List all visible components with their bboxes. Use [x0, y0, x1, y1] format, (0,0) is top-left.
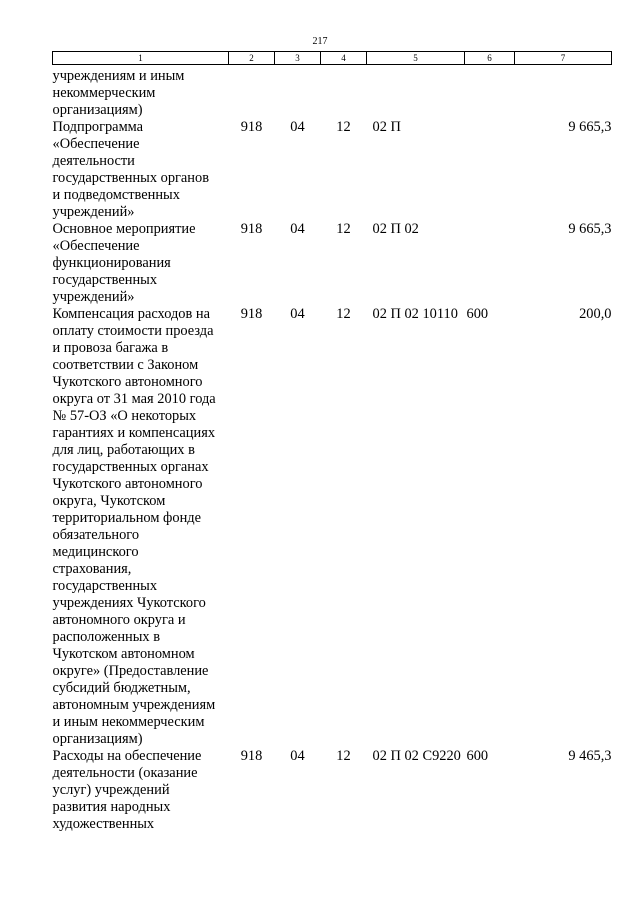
row-section-code: 04 — [290, 306, 305, 322]
row-expense-type: 600 — [466, 748, 489, 764]
row-expense-type — [465, 65, 515, 120]
column-header-3: 3 — [275, 52, 321, 65]
row-target-article — [367, 65, 465, 120]
row-ministry-code: 918 — [240, 221, 263, 237]
row-amount: 9 465,3 — [568, 748, 612, 764]
row-section-code: 04 — [290, 221, 305, 237]
row-name: Расходы на обеспечение деятельности (оказание услуг) учреждений развития народных художественных — [52, 748, 202, 832]
row-amount — [515, 65, 612, 120]
row-section-code — [275, 65, 321, 120]
row-ministry-code: 918 — [240, 119, 263, 135]
page-number: 217 — [312, 36, 328, 47]
row-amount: 9 665,3 — [568, 119, 612, 135]
column-header-4: 4 — [321, 52, 367, 65]
column-header-5: 5 — [367, 52, 465, 65]
column-header-1: 1 — [53, 52, 229, 65]
row-ministry-code — [229, 65, 275, 120]
row-amount: 9 665,3 — [568, 221, 612, 237]
column-header-2: 2 — [229, 52, 275, 65]
row-ministry-code: 918 — [240, 306, 263, 322]
row-name: Компенсация расходов на оплату стоимости проезда и провоза багажа в соответствии с Законом Чукотского автономного округа от 31 мая 2010 года № 57-ОЗ «О некоторых гарантиях и компенсациях для лиц, работающих в государственных органах Чукотского автономного округа, Чукотском территориальном фонде обязательного медицинского страхования, государственных учреждениях Чукотского автономного округа и расположенных в Чукотском автономном округе» (Предоставление субсидий бюджетным, автономным учреждениям и иным некоммерческим организациям) — [52, 306, 216, 747]
row-subsection-code: 12 — [336, 306, 351, 322]
row-name: Подпрограмма «Обеспечение деятельности государственных органов и подведомственных учреждений» — [52, 119, 209, 220]
row-subsection-code: 12 — [336, 221, 351, 237]
table-row — [53, 306, 612, 748]
row-name: Основное мероприятие «Обеспечение функционирования государственных учреждений» — [52, 221, 196, 305]
row-amount: 200,0 — [579, 306, 612, 322]
row-target-article: 02 П 02 — [372, 221, 419, 237]
table-row — [53, 119, 612, 221]
row-expense-type: 600 — [466, 306, 489, 322]
row-subsection-code — [321, 65, 367, 120]
row-target-article: 02 П 02 10110 — [372, 306, 458, 322]
row-expense-type — [465, 119, 515, 221]
row-target-article: 02 П 02 С9220 — [372, 748, 461, 764]
row-subsection-code: 12 — [336, 748, 351, 764]
table-row — [53, 65, 612, 120]
table-row — [53, 221, 612, 306]
column-header-7: 7 — [515, 52, 612, 65]
column-header-6: 6 — [465, 52, 515, 65]
budget-table — [52, 51, 612, 833]
row-section-code: 04 — [290, 748, 305, 764]
row-name: учреждениям и иным некоммерческим организациям) — [52, 68, 185, 118]
row-section-code: 04 — [290, 119, 305, 135]
row-subsection-code: 12 — [336, 119, 351, 135]
row-target-article: 02 П — [372, 119, 401, 135]
column-header-row — [53, 52, 612, 65]
row-ministry-code: 918 — [240, 748, 263, 764]
row-expense-type — [465, 221, 515, 306]
table-row — [53, 748, 612, 833]
